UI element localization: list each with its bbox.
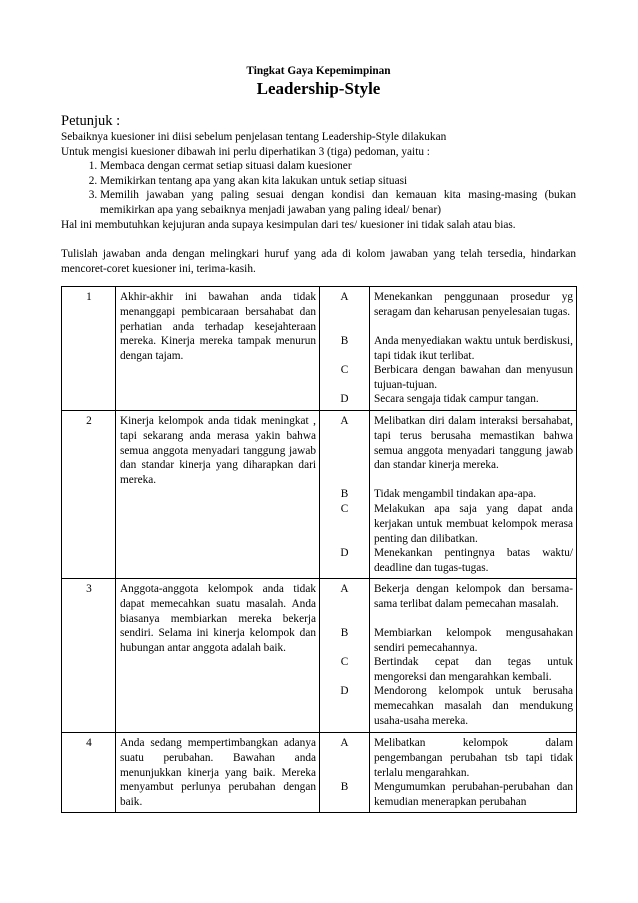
document-page [61, 64, 576, 813]
question-number: 1 [62, 287, 116, 411]
answer-letter-d[interactable]: D [340, 547, 349, 560]
question-number: 2 [62, 411, 116, 579]
option-text: Menekankan penggunaan prosedur yg seragam dan keharusan penyelesaian tugas. [374, 291, 573, 318]
answer-letter-a[interactable]: A [340, 737, 349, 750]
table-row [62, 733, 577, 812]
option-text: Secara sengaja tidak campur tangan. [374, 393, 539, 406]
document-title: Leadership-Style [256, 79, 381, 98]
question-text: Akhir-akhir ini bawahan anda tidak menanggapi pembicaraan bersahabat dan perhatian anda terhadap kesejahteraan mereka. Kinerja mereka tampak menurun dengan tajam. [116, 287, 320, 411]
question-number: 4 [62, 733, 116, 812]
answer-letters [320, 733, 370, 812]
answer-letter-b[interactable]: B [340, 335, 349, 348]
guideline-item: 2. Memikirkan tentang apa yang akan kita lakukan untuk setiap situasi [100, 174, 576, 189]
answer-letter-b[interactable]: B [340, 627, 349, 640]
answer-letter-d[interactable]: D [340, 685, 349, 698]
option-text: Mendorong kelompok untuk berusaha memecahkan masalah dan mendukung usaha-usaha mereka. [374, 685, 573, 727]
table-row [62, 411, 577, 579]
answer-letters [320, 579, 370, 733]
answer-letter-b[interactable]: B [340, 488, 349, 501]
answer-letter-c[interactable]: C [340, 656, 349, 669]
answer-letter-d[interactable]: D [340, 393, 349, 406]
option-text: Melakukan apa saja yang dapat anda kerjakan untuk membuat kelompok merasa penting dan dilibatkan. [374, 503, 573, 545]
answer-letter-c[interactable]: C [340, 503, 349, 516]
questionnaire-table [61, 286, 577, 812]
guideline-item: 3. Memilih jawaban yang paling sesuai dengan kondisi dan kemauan kita masing-masing (bukan memikirkan apa yang sebaiknya menjadi jawaban yang paling ideal/ benar) [100, 188, 576, 217]
question-text: Kinerja kelompok anda tidak meningkat , tapi sekarang anda merasa yakin bahwa semua anggota menyadari tanggung jawab dan standar kinerja yang diharapkan dari mereka. [116, 411, 320, 579]
answer-options [370, 287, 577, 411]
option-text: Menekankan pentingnya batas waktu/ deadline dan tugas-tugas. [374, 547, 573, 574]
question-text: Anggota-anggota kelompok anda tidak dapat memecahkan suatu masalah. Anda biasanya membiarkan mereka bekerja sendiri. Selama ini kinerja kelompok dan hubungan antar anggota adalah baik. [116, 579, 320, 733]
instructions-line-1: Sebaiknya kuesioner ini diisi sebelum penjelasan tentang Leadership-Style dilakukan [61, 131, 447, 143]
document-subtitle: Tingkat Gaya Kepemimpinan [246, 65, 391, 77]
answer-options [370, 411, 577, 579]
honesty-note: Hal ini membutuhkan kejujuran anda supaya kesimpulan dari tes/ kuesioner ini tidak salah atau bias. [61, 218, 516, 231]
option-text: Anda menyediakan waktu untuk berdiskusi, tapi tidak ikut terlibat. [374, 335, 573, 362]
option-text: Melibatkan kelompok dalam pengembangan perubahan tsb tapi tidak terlalu mengarahkan. [374, 737, 573, 779]
option-text: Melibatkan diri dalam interaksi bersahabat, tapi terus berusaha memastikan bahwa semua anggota menyadari tanggung jawab dan standar kinerja mereka. [374, 415, 573, 472]
answer-options [370, 733, 577, 812]
answer-letter-a[interactable]: A [340, 415, 349, 428]
table-row [62, 287, 577, 411]
answer-letters [320, 287, 370, 411]
question-number: 3 [62, 579, 116, 733]
guideline-list [61, 159, 576, 217]
option-text: Tidak mengambil tindakan apa-apa. [374, 488, 537, 501]
instructions-heading: Petunjuk : [61, 113, 121, 129]
fill-instruction: Tulislah jawaban anda dengan melingkari huruf yang ada di kolom jawaban yang telah tersedia, hindarkan mencoret-coret kuesioner ini, terima-kasih. [61, 248, 576, 275]
answer-letter-a[interactable]: A [340, 583, 349, 596]
guideline-item: 1. Membaca dengan cermat setiap situasi dalam kuesioner [100, 159, 576, 174]
answer-options [370, 579, 577, 733]
option-text: Membiarkan kelompok mengusahakan sendiri pemecahannya. [374, 627, 573, 654]
answer-letter-a[interactable]: A [340, 291, 349, 304]
answer-letter-c[interactable]: C [340, 364, 349, 377]
option-text: Mengumumkan perubahan-perubahan dan kemudian menerapkan perubahan [374, 781, 573, 808]
option-text: Bertindak cepat dan tegas untuk mengoreksi dan mengarahkan kembali. [374, 656, 573, 683]
option-text: Bekerja dengan kelompok dan bersama-sama terlibat dalam pemecahan masalah. [374, 583, 573, 610]
instructions-line-2: Untuk mengisi kuesioner dibawah ini perlu diperhatikan 3 (tiga) pedoman, yaitu : [61, 145, 430, 158]
table-row [62, 579, 577, 733]
answer-letters [320, 411, 370, 579]
answer-letter-b[interactable]: B [340, 781, 349, 794]
option-text: Berbicara dengan bawahan dan menyusun tujuan-tujuan. [374, 364, 573, 391]
question-text: Anda sedang mempertimbangkan adanya suatu perubahan. Bawahan anda menunjukkan kinerja yang baik. Mereka menyambut perlunya perubahan dengan baik. [116, 733, 320, 812]
